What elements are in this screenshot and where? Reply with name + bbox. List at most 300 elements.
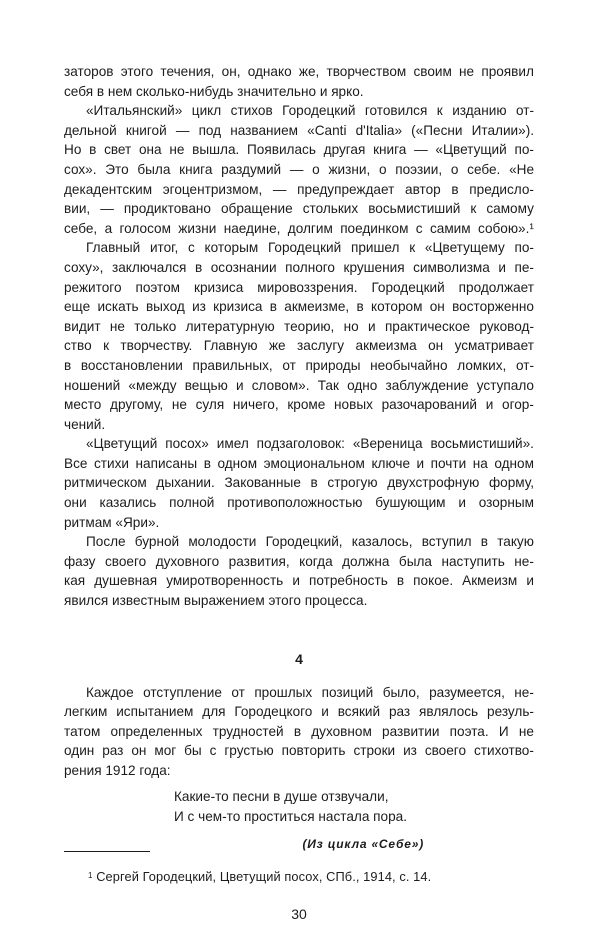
word: написаны	[135, 455, 198, 471]
word: руковод-	[479, 318, 534, 334]
word: определенных	[110, 723, 203, 739]
word: —	[272, 181, 287, 197]
word: акмеизма	[355, 338, 417, 354]
text-line	[64, 454, 534, 474]
word: один	[64, 743, 95, 759]
word: и	[235, 377, 244, 393]
text-line	[64, 434, 534, 454]
word: в	[293, 723, 302, 739]
word: вещью	[184, 377, 228, 393]
word: «Итальянский»	[86, 103, 183, 119]
word: декадентским	[64, 181, 153, 197]
text-line	[64, 160, 534, 180]
word: Городецкого	[234, 704, 313, 720]
word: являлось	[419, 704, 479, 720]
footnote-text: Сергей Городецкий, Цветущий посох, СПб., 1914, с. 14.	[96, 868, 432, 884]
text-line	[64, 121, 534, 141]
word: предисло-	[469, 181, 534, 197]
text-line	[64, 258, 534, 278]
word: наедине,	[223, 220, 281, 236]
word: к	[103, 338, 110, 354]
word: строгую	[327, 475, 378, 491]
footnote	[64, 868, 534, 886]
word: мог	[154, 743, 177, 759]
text-line	[64, 199, 534, 219]
word: не	[171, 397, 187, 413]
word: когда	[299, 553, 333, 569]
word: было,	[382, 684, 420, 700]
word: теорию,	[284, 318, 335, 334]
word: Это	[105, 161, 129, 177]
word: и	[458, 495, 466, 511]
word: Городецкий	[371, 279, 445, 295]
word: раз	[388, 704, 411, 720]
text-line	[64, 722, 534, 742]
word: имел	[216, 436, 249, 452]
word: от	[282, 357, 296, 373]
word: не-	[514, 553, 534, 569]
word: и	[416, 455, 425, 471]
word: не	[518, 723, 534, 739]
text-line	[64, 140, 534, 160]
word: позиций	[321, 684, 374, 700]
word: он	[428, 338, 444, 354]
text-line	[64, 317, 534, 337]
word: такую	[497, 534, 534, 550]
text-line	[64, 297, 534, 317]
text-line	[64, 395, 534, 415]
word: продолжает	[458, 279, 534, 295]
book-page	[64, 62, 534, 924]
word: казалось,	[351, 534, 413, 550]
word: и	[526, 573, 534, 589]
word: не	[459, 64, 475, 79]
word: умиротворенность	[166, 573, 284, 589]
word: усматривает	[454, 338, 534, 354]
word: и	[321, 704, 329, 720]
word: Городецкий,	[265, 534, 343, 550]
word: о	[378, 161, 387, 177]
word: сох».	[64, 161, 97, 177]
text-line	[64, 552, 534, 572]
word: котором	[371, 299, 423, 315]
word: с	[209, 743, 217, 759]
word: должна	[342, 553, 390, 569]
word: новых	[334, 397, 373, 413]
word: трудностей	[212, 723, 284, 739]
word: И	[498, 723, 509, 739]
word: стихи	[93, 455, 129, 471]
word: течения,	[160, 64, 215, 79]
word: под	[198, 122, 222, 138]
word: фазу	[64, 553, 96, 569]
word: в	[396, 573, 405, 589]
word: казались	[99, 495, 157, 511]
word: книга	[373, 142, 407, 158]
word: повторить	[281, 743, 346, 759]
word: душевная	[94, 573, 158, 589]
text-line: рения 1912 года:	[64, 763, 171, 778]
word: по-	[514, 142, 534, 158]
word: была	[137, 161, 171, 177]
word: только	[134, 318, 177, 334]
word: эмоциональном	[263, 455, 365, 471]
word: разумеется,	[429, 684, 505, 700]
word: мировоззрения.	[257, 279, 358, 295]
text-line	[64, 101, 534, 121]
word: по-	[514, 240, 534, 256]
word: этого	[120, 64, 154, 79]
word: разочарований	[381, 397, 478, 413]
word: кая	[64, 573, 86, 589]
text-line	[64, 376, 534, 396]
word: в	[451, 181, 459, 197]
paragraph	[64, 101, 534, 238]
word: посох»	[165, 436, 209, 452]
word: —	[414, 142, 428, 158]
word: почти	[430, 455, 467, 471]
word: форму,	[488, 475, 534, 491]
word: же	[268, 338, 286, 354]
word: восторженно	[452, 299, 534, 315]
word: не	[109, 318, 125, 334]
word: в	[356, 299, 364, 315]
word: стихотво-	[473, 743, 534, 759]
word: эгоцентризмом,	[162, 181, 263, 197]
word: ство	[64, 338, 92, 354]
text-line	[64, 473, 534, 493]
word: суля	[195, 397, 225, 413]
word: голосом	[119, 220, 171, 236]
word: выход	[145, 299, 185, 315]
word: вступил	[421, 534, 472, 550]
word: но	[343, 318, 359, 334]
word: творчеству.	[120, 338, 193, 354]
word: подзаголовок:	[256, 436, 345, 452]
word: молодости	[188, 534, 257, 550]
word: о	[312, 161, 320, 177]
word: к	[409, 240, 416, 256]
word: пе-	[514, 259, 534, 275]
word: ритмическом	[64, 475, 147, 491]
word: раз	[102, 743, 124, 759]
word: правильных,	[192, 357, 273, 373]
word: не	[169, 142, 185, 158]
word: ношений	[64, 377, 121, 393]
word: вии,	[64, 201, 91, 217]
word: самому	[486, 201, 534, 217]
word: заслугу	[297, 338, 345, 354]
word: необычайно	[370, 357, 448, 373]
word: одно	[347, 377, 378, 393]
word: Городецкий	[282, 103, 356, 119]
word: потребность	[309, 573, 388, 589]
word: режитого	[64, 279, 122, 295]
word: ничего,	[232, 397, 279, 413]
word: готовился	[364, 103, 428, 119]
text-line	[64, 532, 534, 552]
word: в	[194, 259, 203, 275]
word: же,	[298, 64, 320, 79]
word: строки	[353, 743, 396, 759]
word: для	[202, 704, 226, 720]
word: резуль-	[487, 704, 534, 720]
word: восстановлении	[80, 357, 183, 373]
word: Акмеизм	[462, 573, 518, 589]
word: с	[188, 240, 195, 256]
word: к	[470, 201, 477, 217]
text-line	[64, 356, 534, 376]
word: Италии»).	[471, 122, 534, 138]
word: бушующим	[375, 495, 446, 511]
word: в	[480, 534, 489, 550]
text-line	[64, 683, 534, 703]
word: в	[64, 357, 72, 373]
word: он	[131, 743, 147, 759]
word: дыхании.	[156, 475, 215, 491]
word: он,	[221, 64, 241, 79]
text-line	[64, 741, 534, 761]
word: уступало	[476, 377, 534, 393]
word: продиктовано	[123, 201, 211, 217]
word: долгим	[287, 220, 333, 236]
word: с	[415, 220, 423, 236]
word: а	[104, 220, 113, 236]
footnote-marker: 1	[88, 870, 93, 880]
word: практическое	[384, 318, 470, 334]
word: обращение	[220, 201, 293, 217]
word: другому,	[110, 397, 164, 413]
word: —	[175, 122, 190, 138]
word: развития,	[228, 553, 290, 569]
word: из	[192, 299, 206, 315]
word: искать	[97, 299, 139, 315]
word: заблуждение	[385, 377, 469, 393]
word: двухстрофную	[387, 475, 480, 491]
word: духовного	[155, 553, 220, 569]
word: о	[450, 161, 459, 177]
word: «Не	[509, 161, 534, 177]
text-line: себя в нем сколько-нибудь значительно и ярко.	[64, 83, 364, 99]
word: собою».¹	[478, 220, 534, 236]
word: всякий	[337, 704, 381, 720]
poem-quote	[174, 787, 534, 827]
word: прошлых	[254, 684, 313, 700]
word: поединком	[340, 220, 409, 236]
word: от-	[515, 357, 534, 373]
word: испытанием	[116, 704, 194, 720]
word: природы	[305, 357, 361, 373]
word: свет	[104, 142, 132, 158]
word: Городецкий	[267, 240, 342, 256]
word: и	[292, 573, 300, 589]
word: Главную	[203, 338, 258, 354]
word: грустью	[224, 743, 274, 759]
word: заключался	[111, 259, 187, 275]
word: татом	[64, 723, 101, 739]
word: самим	[429, 220, 471, 236]
word: Закованные	[224, 475, 301, 491]
word: видит	[64, 318, 101, 334]
word: себе,	[64, 220, 98, 236]
word: он	[429, 299, 445, 315]
text-line	[64, 493, 534, 513]
word: осознании	[210, 259, 277, 275]
word: восьмистиший».	[430, 436, 534, 452]
word: себе.	[467, 161, 501, 177]
text-line: чений.	[64, 416, 106, 432]
word: и	[485, 397, 494, 413]
word: заторов	[64, 64, 114, 79]
word: место	[64, 397, 102, 413]
poem-line: И с чем-то проститься настала пора.	[174, 808, 407, 824]
text-line	[64, 62, 534, 82]
word: вышла.	[192, 142, 240, 158]
word: литературную	[185, 318, 275, 334]
word: восьмистиший	[368, 201, 461, 217]
word: цикл	[191, 103, 222, 119]
word: символизма	[413, 259, 490, 275]
word: проявил	[481, 64, 534, 79]
word: огор-	[502, 397, 534, 413]
word: она	[138, 142, 162, 158]
word: книгой	[125, 122, 167, 138]
word: Главный	[86, 240, 141, 256]
word: ключе	[371, 455, 411, 471]
word: соху»,	[64, 259, 104, 275]
word: поэтом	[135, 279, 181, 295]
word: развитии	[382, 723, 440, 739]
word: и	[368, 318, 376, 334]
word: раздумий	[221, 161, 282, 177]
word: в	[89, 142, 97, 158]
word: покое.	[413, 573, 454, 589]
word: «Цветущий	[435, 142, 507, 158]
word: названием	[230, 122, 299, 138]
word: противоположностью	[227, 495, 363, 511]
word: одном	[217, 455, 258, 471]
word: акмеизме,	[284, 299, 350, 315]
word: озорным	[478, 495, 534, 511]
word: словом».	[251, 377, 310, 393]
word: Появилась	[247, 142, 316, 158]
word: своего	[424, 743, 467, 759]
word: ломких,	[457, 357, 507, 373]
word: своего	[104, 553, 147, 569]
word: «Вереница	[352, 436, 423, 452]
word: d'Italia»	[355, 122, 403, 138]
word: наступить	[441, 553, 505, 569]
text-line	[64, 238, 534, 258]
word: к	[436, 103, 443, 119]
paragraph	[64, 238, 534, 434]
text-line	[64, 571, 534, 591]
poem-source: (Из цикла «Себе»)	[302, 836, 424, 851]
word: —	[289, 161, 304, 177]
text-line	[64, 278, 534, 298]
word: стольких	[302, 201, 359, 217]
word: отступление	[143, 684, 222, 700]
word: «Цветущий	[86, 436, 158, 452]
text-line	[64, 219, 534, 239]
paragraph	[64, 62, 534, 101]
poem-line: Какие-то песни в душе отзвучали,	[174, 788, 389, 804]
page-number: 30	[291, 905, 307, 922]
word: духовном	[311, 723, 372, 739]
word: Каждое	[86, 684, 134, 700]
word: кризиса	[194, 279, 244, 295]
word: изданию	[452, 103, 507, 119]
word: дельной	[64, 122, 117, 138]
word: После	[86, 534, 126, 550]
text-line	[64, 180, 534, 200]
word: из	[403, 743, 417, 759]
word: жизни,	[328, 161, 371, 177]
word: предупреждает	[297, 181, 395, 197]
word: бы	[184, 743, 202, 759]
word: поэта.	[449, 723, 489, 739]
word: полной	[169, 495, 215, 511]
word: —	[100, 201, 114, 217]
word: бурной	[134, 534, 180, 550]
word: в	[203, 455, 211, 471]
word: еще	[64, 299, 91, 315]
word: Все	[64, 455, 88, 471]
word: полного	[285, 259, 335, 275]
word: одном	[494, 455, 534, 471]
word: «Canti	[307, 122, 347, 138]
word: «Цветущему	[424, 240, 505, 256]
word: от-	[515, 103, 534, 119]
word: своим	[413, 64, 452, 79]
word: («Песни	[411, 122, 463, 138]
word: кроме	[287, 397, 326, 413]
word: книга	[179, 161, 213, 177]
paragraph	[64, 532, 534, 610]
word: и	[498, 259, 506, 275]
text-line: явился известным выражением этого процесса.	[64, 593, 368, 609]
word: стихов	[230, 103, 273, 119]
word: другая	[323, 142, 366, 158]
word: от	[231, 684, 245, 700]
word: творчеством	[326, 64, 407, 79]
word: пришел	[350, 240, 400, 256]
word: в	[310, 475, 318, 491]
paragraph	[64, 683, 534, 781]
word: Но	[64, 142, 82, 158]
word: кризиса	[213, 299, 263, 315]
word: поэзии,	[395, 161, 443, 177]
word: однако	[247, 64, 292, 79]
word: не-	[514, 684, 534, 700]
word: легким	[64, 704, 108, 720]
word: Так	[317, 377, 339, 393]
word: жизни	[178, 220, 217, 236]
word: они	[64, 495, 87, 511]
footnote-divider	[64, 851, 150, 852]
word: итог,	[149, 240, 179, 256]
word: на	[472, 455, 488, 471]
text-line	[64, 336, 534, 356]
word: в	[269, 299, 277, 315]
word: была	[398, 553, 432, 569]
paragraph	[64, 434, 534, 532]
text-line: ритмам «Яри».	[64, 514, 160, 530]
text-line	[64, 702, 534, 722]
word: которым	[204, 240, 259, 256]
section-number: 4	[295, 650, 303, 667]
word: «между	[128, 377, 177, 393]
